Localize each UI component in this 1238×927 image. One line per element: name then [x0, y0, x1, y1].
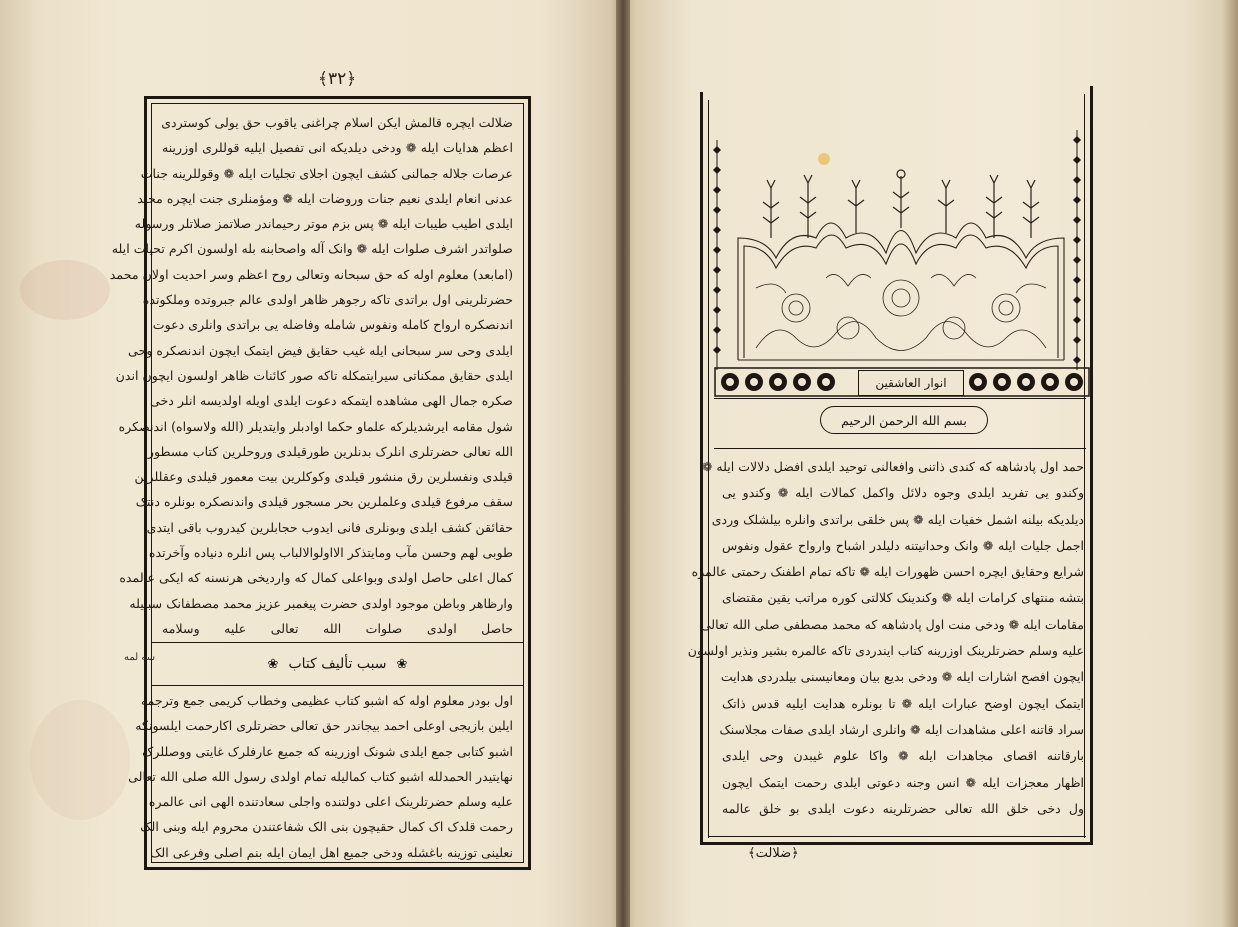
basmala-cartouche: بسم الله الرحمن الرحیم: [820, 406, 988, 434]
paper-stain: [30, 700, 130, 820]
text-line: کمال اعلی حاصل اولدی وبواعلی کمال که واردیخی هرنسنه که ایکی عالمده: [119, 570, 513, 586]
text-line: اظهار معجزات ایله ❁ انس وجنه دعوتی ایلدی رحمت ایتمک ایچون: [722, 774, 1084, 790]
text-line: عرصات جلاله جمالنی کشف ایچون اجلای تجلیات ایله ❁ وقوللرینه جنات: [140, 165, 513, 181]
text-line: شول مقامه ایرشدیلرکه علماو حکما اوادبلر وایتدیلر (الله ولاسواه) اندنصکره: [118, 418, 513, 434]
heading-ornament-icon: ❀: [267, 656, 279, 672]
text-line: ایتمک ایچون اوضح عبارات ایله ❁ تا بونلره هدایت ایلیه قدس ذاتک: [722, 695, 1084, 711]
text-line: سقف مرفوع قیلدی وعلملرین بحر مسجور قیلدی واندنصکره بونلره دنتک: [135, 494, 513, 510]
text-line: شرایع وحقایق ایچره احسن ظهورات ایله ❁ تاکه تمام اطفنک رحمتی عالمره: [691, 564, 1084, 580]
frame-line: [714, 398, 1086, 399]
text-line: رحمت قلدک اک کمال حقیچون بنی الک شفاعتندن محروم ایله وبنی الک: [140, 819, 513, 835]
text-line: علیه وسلم حضرتلرینک اوزرینه کتاب ایندردی تاکه عالمره بشیر ونذیر اولسون: [687, 643, 1084, 659]
catchword: ﴿ضلالت﴾: [748, 846, 799, 861]
text-line: عدنی انعام ایلدی نعیم جنات وروضات ایله ❁ ومؤمنلری جنت ایچره مخلد: [137, 190, 513, 206]
text-line: قیلدی ونفسلرین رق منشور قیلدی وکوکلرین بیت معمور قیلدی وعقللرین: [134, 469, 513, 485]
text-line: الله تعالی حضرتلری انلرک بدنلرین طورقیلدی وروحلرین کتاب مسطور: [147, 443, 513, 459]
left-main-text: [109, 110, 513, 641]
vine-border-icon: [1070, 130, 1084, 370]
text-line: صلواتدر اشرف صلوات ایله ❁ وانک آله واصحابنه بله اولسون اکرم تحیات ایله: [111, 241, 513, 257]
text-line: ول دخی خلق الله تعالی حضرتلرینه دعوت ایلدی بو خلق عالمه: [722, 800, 1084, 816]
page-number: ﴿٣٢﴾: [318, 69, 357, 89]
paper-stain: [20, 260, 110, 320]
text-line: طوبی لهم وحسن مآب ومایتذکر الااولوالالباب پس انلره دنیاده وآخرتده: [148, 545, 513, 561]
text-line: حمد اول پادشاهه که کندی ذاتنی وافعالنی توحید ایلدی افضل دلالات ایله ❁: [701, 459, 1084, 474]
frame-line: [1084, 94, 1085, 838]
frame-line: [1090, 86, 1093, 844]
text-line: اعظم هدایات ایله ❁ ودخی دیلدیکه انی تفصیل ایلیه قوللری اوزرینه: [162, 140, 513, 156]
text-line: اجمل جلیات ایله ❁ وانک وحدانیتنه دلیلدر اشباح وارواح عقول ونفوس: [722, 537, 1084, 553]
text-line: وارظاهر وباطن موجود اولدی حضرت پیغمبر عزیز محمد مصطفانک سببیله: [129, 595, 513, 611]
right-main-text: [687, 454, 1084, 822]
paper-stain: [818, 153, 830, 165]
text-line: حضرتلرینی اول براتدی تاکه رجوهر ظاهر اولدی عالم جبروتده وملکوتده: [142, 292, 513, 308]
text-line: اندنصکره ارواح کامله ونفوس شامله وفاضله یی براتدی وانلری دعوت: [152, 317, 513, 333]
text-line: سراد قاتنه اعلی مشاهدات ایله ❁ وانلری ارشاد ایلدی صفات مجلاسنک: [719, 721, 1084, 737]
section-heading: سبب تألیف کتاب: [288, 656, 387, 672]
section-heading-box: [152, 642, 523, 686]
margin-note: سه لمه: [124, 652, 156, 663]
vine-border-icon: [710, 140, 724, 370]
text-line: وکندو یی تفرید ایلدی وجوه دلائل واکمل کمالات ایله ❁ وکندو یی: [722, 485, 1084, 501]
left-section-text: [128, 688, 513, 865]
text-line: بتشه منتهای کرامات ایله ❁ وکندینک کلالتی کوره مراتب یقین مقتضای: [722, 590, 1084, 606]
book-title: انوار العاشقین: [858, 370, 964, 396]
heading-ornament-icon: ❀: [396, 656, 408, 672]
text-line: علیه وسلم حضرتلرینک اعلی دولتنده واجلی سعادتنده الهی انی عالمره: [148, 794, 513, 810]
frame-line: [708, 836, 1086, 837]
book-gutter: [616, 0, 630, 927]
text-line: ایلدی اطیب طیبات ایله ❁ پس بزم موتر رحیماندر صلاتمز صلاتلر ورسوله: [134, 216, 513, 232]
text-line: ایلدی حقایق ممکناتی سیرایتمکله تاکه صور کائنات ظاهر اولسون ایچون اندن: [115, 367, 513, 383]
text-line: صکره جمال الهی مشاهده ایتمکه دعوت ایلدی اویله اولدیسه انلر دخی: [149, 393, 513, 409]
text-line: (امابعد) معلوم اوله که حق سبحانه وتعالی روح اعظم وسر احدیت اولان محمد: [109, 266, 513, 282]
frame-line: [700, 842, 1093, 845]
text-line: مقامات ایله ❁ ودخی منت اول پادشاهه که محمد مصطفی صلی الله تعالی: [700, 616, 1084, 632]
text-line: ایلین بازیجی اوعلی احمد بیجاندر حق تعالی حضرتلری اکارحمت ایلسونکه: [135, 718, 513, 734]
text-line: اول بودر معلوم اوله که اشبو کتاب عظیمی وخطاب کریمی جمع وترجمه: [140, 693, 513, 708]
text-line: اشبو کتابی جمع ایلدی شونک اوزرینه که جمیع عارفلرک غایتی ووصللرک: [142, 743, 513, 759]
text-line: ضلالت ایچره قالمش ایکن اسلام چراغنی یاقوب حق یولی کوستردی: [161, 115, 513, 130]
text-line: بارقاتنه اقصای مجاهدات ایله ❁ واکا علوم غیبدن وحی ایلدی: [722, 748, 1084, 764]
text-line: نهایتیدر الحمدلله اشبو کتاب کمالیله تمام اولدی رسول الله صلی الله تعالی: [128, 768, 513, 784]
text-line: حقائقن کشف ایلدی وبونلری فانی ایدوب حجابلرین کیدروب باقی ایتدی: [146, 519, 513, 535]
text-line: دیلدیکه بیلنه اشمل خفیات ایله ❁ پس خلقی براتدی وانلره بیلشلک وردی: [711, 511, 1084, 527]
frame-line: [714, 448, 1086, 449]
text-line: حاصل اولدی صلوات الله تعالی علیه وسلامه: [162, 620, 513, 636]
text-line: ایلدی وحی سر سبحانی ایله غیب حقایق فیض ایتمک ایچون اندنصکره وحی: [128, 342, 513, 358]
text-line: نعلینی توزینه باغشله ودخی جمیع اهل ایمان ایله بنم اصلی وفرعی الک: [150, 844, 513, 860]
text-line: ایچون افصح اشارات ایله ❁ ودخی بدیع بیان ومعانیسنی بیلدردی هدایت: [720, 669, 1084, 685]
floral-headpiece-icon: [736, 168, 1066, 362]
